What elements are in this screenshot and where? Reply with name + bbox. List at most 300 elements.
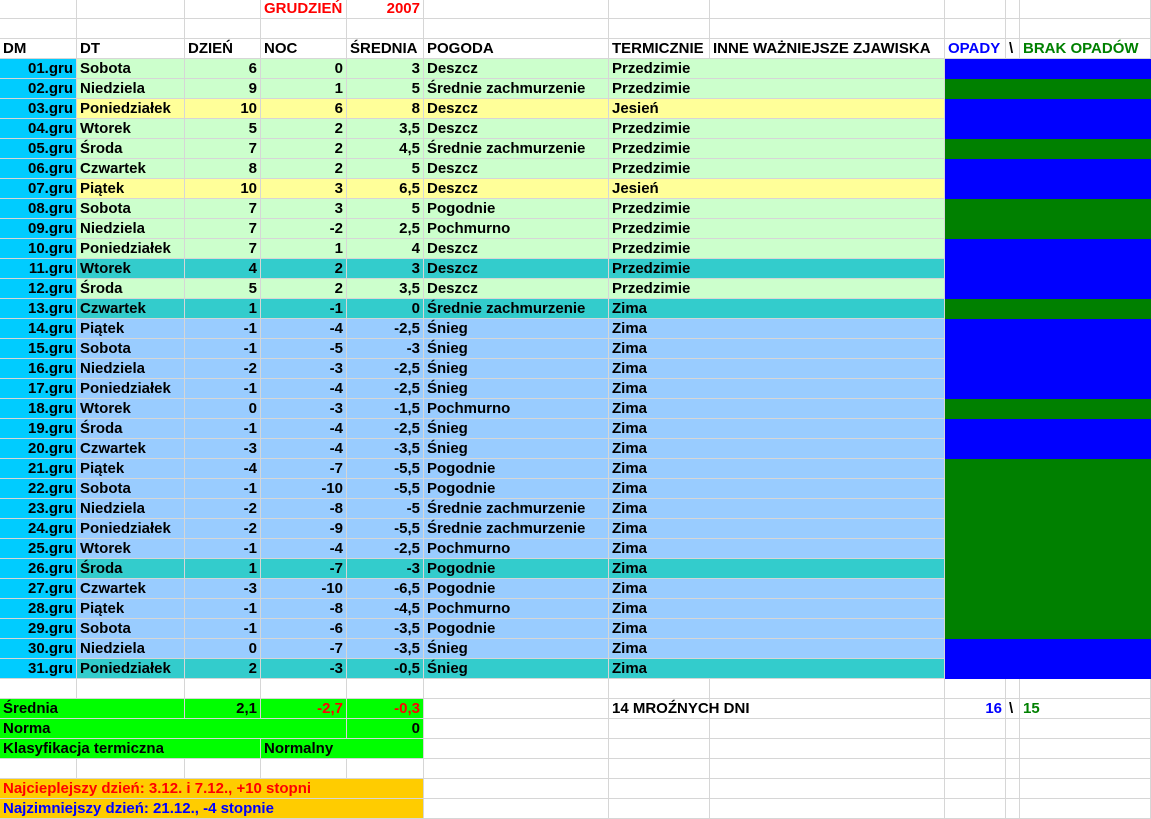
cell-dzien[interactable]: 8 (185, 159, 261, 179)
precip-indicator-opady[interactable] (945, 319, 1151, 339)
cell-pogoda[interactable]: Śnieg (424, 319, 609, 339)
cell-termiczne[interactable]: Zima (609, 399, 945, 419)
precip-indicator-opady[interactable] (945, 99, 1151, 119)
cell-noc[interactable]: -4 (261, 439, 347, 459)
cell-noc[interactable]: -5 (261, 339, 347, 359)
cell-dm[interactable]: 22.gru (0, 479, 77, 499)
cell-dzien[interactable]: 10 (185, 179, 261, 199)
coldest-note[interactable]: Najzimniejszy dzień: 21.12., -4 stopnie (0, 799, 424, 819)
cell-dm[interactable]: 17.gru (0, 379, 77, 399)
cell-noc[interactable]: -7 (261, 559, 347, 579)
precip-indicator-opady[interactable] (945, 259, 1151, 279)
cell-noc[interactable]: 1 (261, 79, 347, 99)
cell-termiczne[interactable]: Przedzimie (609, 59, 945, 79)
cell-noc[interactable]: 2 (261, 279, 347, 299)
cell-dm[interactable]: 20.gru (0, 439, 77, 459)
empty-cell[interactable] (424, 779, 609, 799)
cell-dt[interactable]: Czwartek (77, 439, 185, 459)
header-dzien[interactable]: DZIEŃ (185, 39, 261, 59)
empty-cell[interactable] (185, 759, 261, 779)
cell-dt[interactable]: Poniedziałek (77, 239, 185, 259)
cell-srednia[interactable]: -0,5 (347, 659, 424, 679)
cell-termiczne[interactable]: Przedzimie (609, 119, 945, 139)
cell-srednia[interactable]: 4,5 (347, 139, 424, 159)
cell-dt[interactable]: Wtorek (77, 539, 185, 559)
empty-cell[interactable] (1006, 19, 1020, 39)
cell-srednia[interactable]: -2,5 (347, 539, 424, 559)
precip-indicator-opady[interactable] (945, 659, 1151, 679)
cell-noc[interactable]: -7 (261, 459, 347, 479)
empty-cell[interactable] (1020, 739, 1151, 759)
cell-noc[interactable]: 6 (261, 99, 347, 119)
cell-dzien[interactable]: 7 (185, 199, 261, 219)
cell-dm[interactable]: 15.gru (0, 339, 77, 359)
empty-cell[interactable] (424, 759, 609, 779)
precip-indicator-opady[interactable] (945, 339, 1151, 359)
empty-cell[interactable] (424, 799, 609, 819)
cell-dzien[interactable]: -1 (185, 479, 261, 499)
empty-cell[interactable] (1020, 0, 1151, 19)
empty-cell[interactable] (609, 779, 710, 799)
header-noc[interactable]: NOC (261, 39, 347, 59)
empty-cell[interactable] (0, 679, 77, 699)
cell-termiczne[interactable]: Przedzimie (609, 139, 945, 159)
cell-dt[interactable]: Niedziela (77, 359, 185, 379)
cell-pogoda[interactable]: Pogodnie (424, 619, 609, 639)
empty-cell[interactable] (609, 739, 710, 759)
cell-srednia[interactable]: 8 (347, 99, 424, 119)
cell-dm[interactable]: 16.gru (0, 359, 77, 379)
cell-dt[interactable]: Sobota (77, 199, 185, 219)
empty-cell[interactable] (945, 679, 1006, 699)
cell-srednia[interactable]: -2,5 (347, 379, 424, 399)
cell-dzien[interactable]: 9 (185, 79, 261, 99)
cell-dt[interactable]: Poniedziałek (77, 659, 185, 679)
cell-noc[interactable]: 2 (261, 259, 347, 279)
empty-cell[interactable] (945, 19, 1006, 39)
precip-indicator-opady[interactable] (945, 179, 1151, 199)
cell-srednia[interactable]: -3 (347, 339, 424, 359)
cell-dzien[interactable]: -1 (185, 419, 261, 439)
empty-cell[interactable] (1006, 799, 1020, 819)
empty-cell[interactable] (424, 699, 609, 719)
cell-noc[interactable]: -7 (261, 639, 347, 659)
cell-srednia[interactable]: 3,5 (347, 279, 424, 299)
cell-dm[interactable]: 18.gru (0, 399, 77, 419)
cell-termiczne[interactable]: Przedzimie (609, 259, 945, 279)
cell-dm[interactable]: 14.gru (0, 319, 77, 339)
empty-cell[interactable] (185, 0, 261, 19)
cell-dt[interactable]: Niedziela (77, 79, 185, 99)
cell-noc[interactable]: -4 (261, 379, 347, 399)
srednia-noc[interactable]: -2,7 (261, 699, 347, 719)
cell-dm[interactable]: 09.gru (0, 219, 77, 239)
cell-termiczne[interactable]: Zima (609, 659, 945, 679)
cell-termiczne[interactable]: Zima (609, 619, 945, 639)
cell-dt[interactable]: Sobota (77, 479, 185, 499)
empty-cell[interactable] (1020, 719, 1151, 739)
cell-termiczne[interactable]: Zima (609, 379, 945, 399)
norma-value[interactable]: 0 (347, 719, 424, 739)
cell-srednia[interactable]: 6,5 (347, 179, 424, 199)
cell-srednia[interactable]: 5 (347, 159, 424, 179)
cell-pogoda[interactable]: Śnieg (424, 339, 609, 359)
empty-cell[interactable] (424, 679, 609, 699)
precip-indicator-brak[interactable] (945, 499, 1151, 519)
cell-srednia[interactable]: -3,5 (347, 619, 424, 639)
empty-cell[interactable] (347, 19, 424, 39)
cell-termiczne[interactable]: Przedzimie (609, 279, 945, 299)
cell-dt[interactable]: Poniedziałek (77, 99, 185, 119)
empty-cell[interactable] (710, 679, 945, 699)
cell-dzien[interactable]: -1 (185, 539, 261, 559)
cell-dt[interactable]: Sobota (77, 339, 185, 359)
empty-cell[interactable] (945, 799, 1006, 819)
empty-cell[interactable] (424, 739, 609, 759)
header-dm[interactable]: DM (0, 39, 77, 59)
cell-dzien[interactable]: 5 (185, 119, 261, 139)
cell-srednia[interactable]: 4 (347, 239, 424, 259)
precip-indicator-brak[interactable] (945, 579, 1151, 599)
opady-count[interactable]: 16 (945, 699, 1006, 719)
empty-cell[interactable] (1006, 679, 1020, 699)
cell-noc[interactable]: -9 (261, 519, 347, 539)
cell-dzien[interactable]: 7 (185, 239, 261, 259)
cell-dt[interactable]: Niedziela (77, 639, 185, 659)
cell-dzien[interactable]: 10 (185, 99, 261, 119)
cell-dt[interactable]: Piątek (77, 319, 185, 339)
cell-pogoda[interactable]: Średnie zachmurzenie (424, 139, 609, 159)
cell-termiczne[interactable]: Zima (609, 339, 945, 359)
header-opady[interactable]: OPADY (945, 39, 1006, 59)
cell-dt[interactable]: Piątek (77, 179, 185, 199)
cell-dzien[interactable]: -2 (185, 499, 261, 519)
empty-cell[interactable] (1006, 779, 1020, 799)
precip-indicator-brak[interactable] (945, 399, 1151, 419)
cell-pogoda[interactable]: Deszcz (424, 159, 609, 179)
cell-pogoda[interactable]: Deszcz (424, 119, 609, 139)
empty-cell[interactable] (1020, 779, 1151, 799)
cell-pogoda[interactable]: Pochmurno (424, 399, 609, 419)
cell-noc[interactable]: -10 (261, 579, 347, 599)
cell-noc[interactable]: -4 (261, 419, 347, 439)
precip-indicator-opady[interactable] (945, 639, 1151, 659)
cell-dzien[interactable]: -3 (185, 439, 261, 459)
empty-cell[interactable] (424, 19, 609, 39)
empty-cell[interactable] (77, 759, 185, 779)
cell-dm[interactable]: 26.gru (0, 559, 77, 579)
cell-dm[interactable]: 13.gru (0, 299, 77, 319)
cell-dt[interactable]: Czwartek (77, 159, 185, 179)
empty-cell[interactable] (261, 679, 347, 699)
cell-pogoda[interactable]: Średnie zachmurzenie (424, 79, 609, 99)
cell-pogoda[interactable]: Pochmurno (424, 219, 609, 239)
cell-dm[interactable]: 24.gru (0, 519, 77, 539)
cell-srednia[interactable]: -5 (347, 499, 424, 519)
cell-termiczne[interactable]: Przedzimie (609, 219, 945, 239)
cell-termiczne[interactable]: Zima (609, 479, 945, 499)
year-title[interactable]: 2007 (347, 0, 424, 19)
cell-dzien[interactable]: -1 (185, 319, 261, 339)
precip-indicator-brak[interactable] (945, 79, 1151, 99)
cell-noc[interactable]: -1 (261, 299, 347, 319)
cell-pogoda[interactable]: Średnie zachmurzenie (424, 299, 609, 319)
cell-pogoda[interactable]: Deszcz (424, 279, 609, 299)
cell-dm[interactable]: 11.gru (0, 259, 77, 279)
empty-cell[interactable] (1006, 0, 1020, 19)
cell-termiczne[interactable]: Zima (609, 459, 945, 479)
cell-pogoda[interactable]: Śnieg (424, 359, 609, 379)
empty-cell[interactable] (710, 719, 945, 739)
cell-dm[interactable]: 28.gru (0, 599, 77, 619)
empty-cell[interactable] (1020, 759, 1151, 779)
cell-dm[interactable]: 31.gru (0, 659, 77, 679)
cell-pogoda[interactable]: Deszcz (424, 179, 609, 199)
cell-pogoda[interactable]: Pochmurno (424, 599, 609, 619)
cell-dt[interactable]: Czwartek (77, 299, 185, 319)
cell-termiczne[interactable]: Zima (609, 539, 945, 559)
klas-label[interactable]: Klasyfikacja termiczna (0, 739, 261, 759)
header-pogoda[interactable]: POGODA (424, 39, 609, 59)
cell-pogoda[interactable]: Średnie zachmurzenie (424, 499, 609, 519)
empty-cell[interactable] (1020, 799, 1151, 819)
empty-cell[interactable] (347, 759, 424, 779)
empty-cell[interactable] (710, 759, 945, 779)
cell-dt[interactable]: Sobota (77, 59, 185, 79)
precip-indicator-brak[interactable] (945, 139, 1151, 159)
empty-cell[interactable] (1006, 759, 1020, 779)
cell-noc[interactable]: -8 (261, 499, 347, 519)
empty-cell[interactable] (710, 739, 945, 759)
cell-pogoda[interactable]: Deszcz (424, 99, 609, 119)
empty-cell[interactable] (609, 799, 710, 819)
cell-termiczne[interactable]: Zima (609, 519, 945, 539)
cell-dm[interactable]: 03.gru (0, 99, 77, 119)
precip-indicator-opady[interactable] (945, 239, 1151, 259)
srednia-dzien[interactable]: 2,1 (185, 699, 261, 719)
cell-dzien[interactable]: 7 (185, 139, 261, 159)
cell-dt[interactable]: Wtorek (77, 259, 185, 279)
empty-cell[interactable] (945, 0, 1006, 19)
empty-cell[interactable] (1006, 739, 1020, 759)
cell-dm[interactable]: 08.gru (0, 199, 77, 219)
empty-cell[interactable] (609, 0, 710, 19)
cell-noc[interactable]: -4 (261, 539, 347, 559)
cell-dm[interactable]: 23.gru (0, 499, 77, 519)
srednia-label[interactable]: Średnia (0, 699, 185, 719)
empty-cell[interactable] (261, 759, 347, 779)
cell-noc[interactable]: 2 (261, 119, 347, 139)
cell-noc[interactable]: 3 (261, 179, 347, 199)
cell-dzien[interactable]: 7 (185, 219, 261, 239)
precip-indicator-opady[interactable] (945, 159, 1151, 179)
cell-dm[interactable]: 19.gru (0, 419, 77, 439)
cell-noc[interactable]: 3 (261, 199, 347, 219)
cell-pogoda[interactable]: Pogodnie (424, 479, 609, 499)
cell-termiczne[interactable]: Zima (609, 319, 945, 339)
cell-srednia[interactable]: 5 (347, 79, 424, 99)
precip-indicator-opady[interactable] (945, 439, 1151, 459)
precip-indicator-brak[interactable] (945, 479, 1151, 499)
cell-srednia[interactable]: 5 (347, 199, 424, 219)
cell-noc[interactable]: 2 (261, 159, 347, 179)
precip-indicator-brak[interactable] (945, 539, 1151, 559)
cell-dzien[interactable]: -2 (185, 519, 261, 539)
precip-indicator-opady[interactable] (945, 279, 1151, 299)
cell-pogoda[interactable]: Śnieg (424, 379, 609, 399)
cell-termiczne[interactable]: Przedzimie (609, 79, 945, 99)
empty-cell[interactable] (0, 759, 77, 779)
cell-srednia[interactable]: -5,5 (347, 479, 424, 499)
brak-count[interactable]: 15 (1020, 699, 1151, 719)
cell-noc[interactable]: 1 (261, 239, 347, 259)
cell-noc[interactable]: -8 (261, 599, 347, 619)
precip-indicator-opady[interactable] (945, 379, 1151, 399)
header-inne[interactable]: INNE WAŻNIEJSZE ZJAWISKA (710, 39, 945, 59)
cell-termiczne[interactable]: Zima (609, 559, 945, 579)
cell-dm[interactable]: 05.gru (0, 139, 77, 159)
cell-termiczne[interactable]: Zima (609, 419, 945, 439)
cell-dt[interactable]: Czwartek (77, 579, 185, 599)
cell-dzien[interactable]: 1 (185, 299, 261, 319)
cell-dzien[interactable]: 2 (185, 659, 261, 679)
empty-cell[interactable] (77, 679, 185, 699)
cell-termiczne[interactable]: Zima (609, 599, 945, 619)
empty-cell[interactable] (261, 19, 347, 39)
empty-cell[interactable] (945, 779, 1006, 799)
cell-pogoda[interactable]: Pogodnie (424, 579, 609, 599)
empty-cell[interactable] (945, 759, 1006, 779)
cell-termiczne[interactable]: Przedzimie (609, 239, 945, 259)
cell-dzien[interactable]: 4 (185, 259, 261, 279)
cell-pogoda[interactable]: Śnieg (424, 419, 609, 439)
month-title[interactable]: GRUDZIEŃ (261, 0, 347, 19)
cell-srednia[interactable]: 0 (347, 299, 424, 319)
cell-dt[interactable]: Środa (77, 419, 185, 439)
header-brak[interactable]: BRAK OPADÓW (1020, 39, 1151, 59)
empty-cell[interactable] (1020, 679, 1151, 699)
empty-cell[interactable] (609, 19, 710, 39)
cell-noc[interactable]: -3 (261, 399, 347, 419)
cell-pogoda[interactable]: Deszcz (424, 239, 609, 259)
cell-dt[interactable]: Poniedziałek (77, 519, 185, 539)
cell-pogoda[interactable]: Śnieg (424, 439, 609, 459)
cell-noc[interactable]: 0 (261, 59, 347, 79)
cell-dt[interactable]: Środa (77, 559, 185, 579)
cell-dm[interactable]: 29.gru (0, 619, 77, 639)
cell-noc[interactable]: -4 (261, 319, 347, 339)
cell-noc[interactable]: -3 (261, 659, 347, 679)
cell-termiczne[interactable]: Zima (609, 299, 945, 319)
cell-termiczne[interactable]: Zima (609, 439, 945, 459)
cell-dzien[interactable]: -1 (185, 619, 261, 639)
cell-termiczne[interactable]: Zima (609, 499, 945, 519)
cell-dm[interactable]: 27.gru (0, 579, 77, 599)
cell-srednia[interactable]: -5,5 (347, 519, 424, 539)
header-srednia[interactable]: ŚREDNIA (347, 39, 424, 59)
srednia-srednia[interactable]: -0,3 (347, 699, 424, 719)
cell-srednia[interactable]: 2,5 (347, 219, 424, 239)
cell-dm[interactable]: 07.gru (0, 179, 77, 199)
header-termiczne[interactable]: TERMICZNIE (609, 39, 710, 59)
empty-cell[interactable] (710, 799, 945, 819)
precip-indicator-brak[interactable] (945, 199, 1151, 219)
precip-indicator-opady[interactable] (945, 119, 1151, 139)
empty-cell[interactable] (945, 739, 1006, 759)
cell-dzien[interactable]: 0 (185, 639, 261, 659)
cell-dt[interactable]: Piątek (77, 599, 185, 619)
cell-pogoda[interactable]: Śnieg (424, 659, 609, 679)
cell-dm[interactable]: 12.gru (0, 279, 77, 299)
cell-termiczne[interactable]: Jesień (609, 99, 945, 119)
cell-srednia[interactable]: -1,5 (347, 399, 424, 419)
precip-indicator-brak[interactable] (945, 299, 1151, 319)
cell-dt[interactable]: Wtorek (77, 119, 185, 139)
empty-cell[interactable] (424, 719, 609, 739)
empty-cell[interactable] (609, 719, 710, 739)
header-separator[interactable]: \ (1006, 39, 1020, 59)
cell-termiczne[interactable]: Przedzimie (609, 199, 945, 219)
cell-dm[interactable]: 04.gru (0, 119, 77, 139)
cell-dzien[interactable]: -4 (185, 459, 261, 479)
warmest-note[interactable]: Najcieplejszy dzień: 3.12. i 7.12., +10 stopni (0, 779, 424, 799)
cell-srednia[interactable]: -3,5 (347, 639, 424, 659)
cell-pogoda[interactable]: Śnieg (424, 639, 609, 659)
precip-indicator-brak[interactable] (945, 459, 1151, 479)
cell-dzien[interactable]: -1 (185, 339, 261, 359)
cell-termiczne[interactable]: Przedzimie (609, 159, 945, 179)
cell-dm[interactable]: 30.gru (0, 639, 77, 659)
cell-dt[interactable]: Środa (77, 279, 185, 299)
cell-srednia[interactable]: 3 (347, 59, 424, 79)
cell-dzien[interactable]: 5 (185, 279, 261, 299)
cell-srednia[interactable]: -4,5 (347, 599, 424, 619)
cell-srednia[interactable]: -6,5 (347, 579, 424, 599)
empty-cell[interactable] (0, 0, 77, 19)
cell-noc[interactable]: -3 (261, 359, 347, 379)
cell-dm[interactable]: 25.gru (0, 539, 77, 559)
cell-dm[interactable]: 21.gru (0, 459, 77, 479)
empty-cell[interactable] (424, 0, 609, 19)
cell-noc[interactable]: 2 (261, 139, 347, 159)
frost-days[interactable]: 14 MROŹNYCH DNI (609, 699, 945, 719)
cell-pogoda[interactable]: Deszcz (424, 259, 609, 279)
cell-dzien[interactable]: -2 (185, 359, 261, 379)
precip-indicator-opady[interactable] (945, 419, 1151, 439)
cell-dt[interactable]: Piątek (77, 459, 185, 479)
cell-srednia[interactable]: 3 (347, 259, 424, 279)
cell-srednia[interactable]: -2,5 (347, 359, 424, 379)
cell-pogoda[interactable]: Pogodnie (424, 459, 609, 479)
cell-noc[interactable]: -2 (261, 219, 347, 239)
precip-indicator-brak[interactable] (945, 219, 1151, 239)
cell-dm[interactable]: 01.gru (0, 59, 77, 79)
empty-cell[interactable] (945, 719, 1006, 739)
precip-indicator-opady[interactable] (945, 59, 1151, 79)
cell-dt[interactable]: Wtorek (77, 399, 185, 419)
empty-cell[interactable] (1020, 19, 1151, 39)
cell-noc[interactable]: -10 (261, 479, 347, 499)
cell-dt[interactable]: Sobota (77, 619, 185, 639)
cell-termiczne[interactable]: Jesień (609, 179, 945, 199)
cell-srednia[interactable]: -3,5 (347, 439, 424, 459)
cell-srednia[interactable]: -3 (347, 559, 424, 579)
cell-srednia[interactable]: -5,5 (347, 459, 424, 479)
header-dt[interactable]: DT (77, 39, 185, 59)
empty-cell[interactable] (710, 779, 945, 799)
cell-pogoda[interactable]: Średnie zachmurzenie (424, 519, 609, 539)
cell-dzien[interactable]: -1 (185, 599, 261, 619)
